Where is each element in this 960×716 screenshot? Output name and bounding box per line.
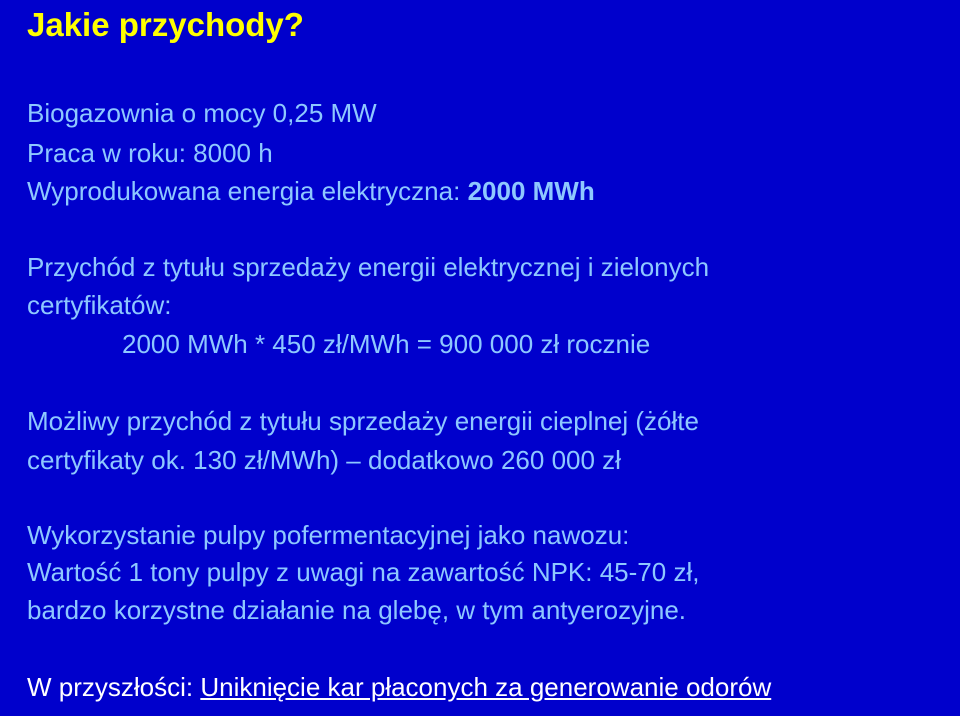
- revenue-electric-text-cont: certyfikatów:: [27, 290, 172, 320]
- energy-label: Wyprodukowana energia elektryczna:: [27, 176, 468, 206]
- capacity-text: Biogazownia o mocy 0,25 MW: [27, 98, 377, 128]
- hours-text: Praca w roku: 8000 h: [27, 138, 273, 168]
- future-link[interactable]: Uniknięcie kar płaconych za generowanie odorów: [200, 672, 772, 702]
- revenue-heat-text-cont: certyfikaty ok. 130 zł/MWh) – dodatkowo 260 000 zł: [27, 445, 621, 475]
- slide-title: Jakie przychody?: [27, 6, 304, 43]
- energy-value: 2000 MWh: [467, 176, 595, 206]
- revenue-heat-text: Możliwy przychód z tytułu sprzedaży energii cieplnej (żółte: [27, 406, 699, 436]
- pulp-usage-text: Wykorzystanie pulpy pofermentacyjnej jako nawozu:: [27, 520, 630, 550]
- revenue-electric-text: Przychód z tytułu sprzedaży energii elektrycznej i zielonych: [27, 252, 710, 282]
- pulp-effect-text: bardzo korzystne działanie na glebę, w tym antyerozyjne.: [27, 595, 687, 625]
- future-label: W przyszłości:: [27, 672, 201, 702]
- future-text: [27, 672, 771, 702]
- revenue-formula: 2000 MWh * 450 zł/MWh = 900 000 zł rocznie: [122, 329, 651, 359]
- pulp-value-text: Wartość 1 tony pulpy z uwagi na zawartość NPK: 45-70 zł,: [27, 557, 700, 587]
- energy-text: [27, 176, 595, 206]
